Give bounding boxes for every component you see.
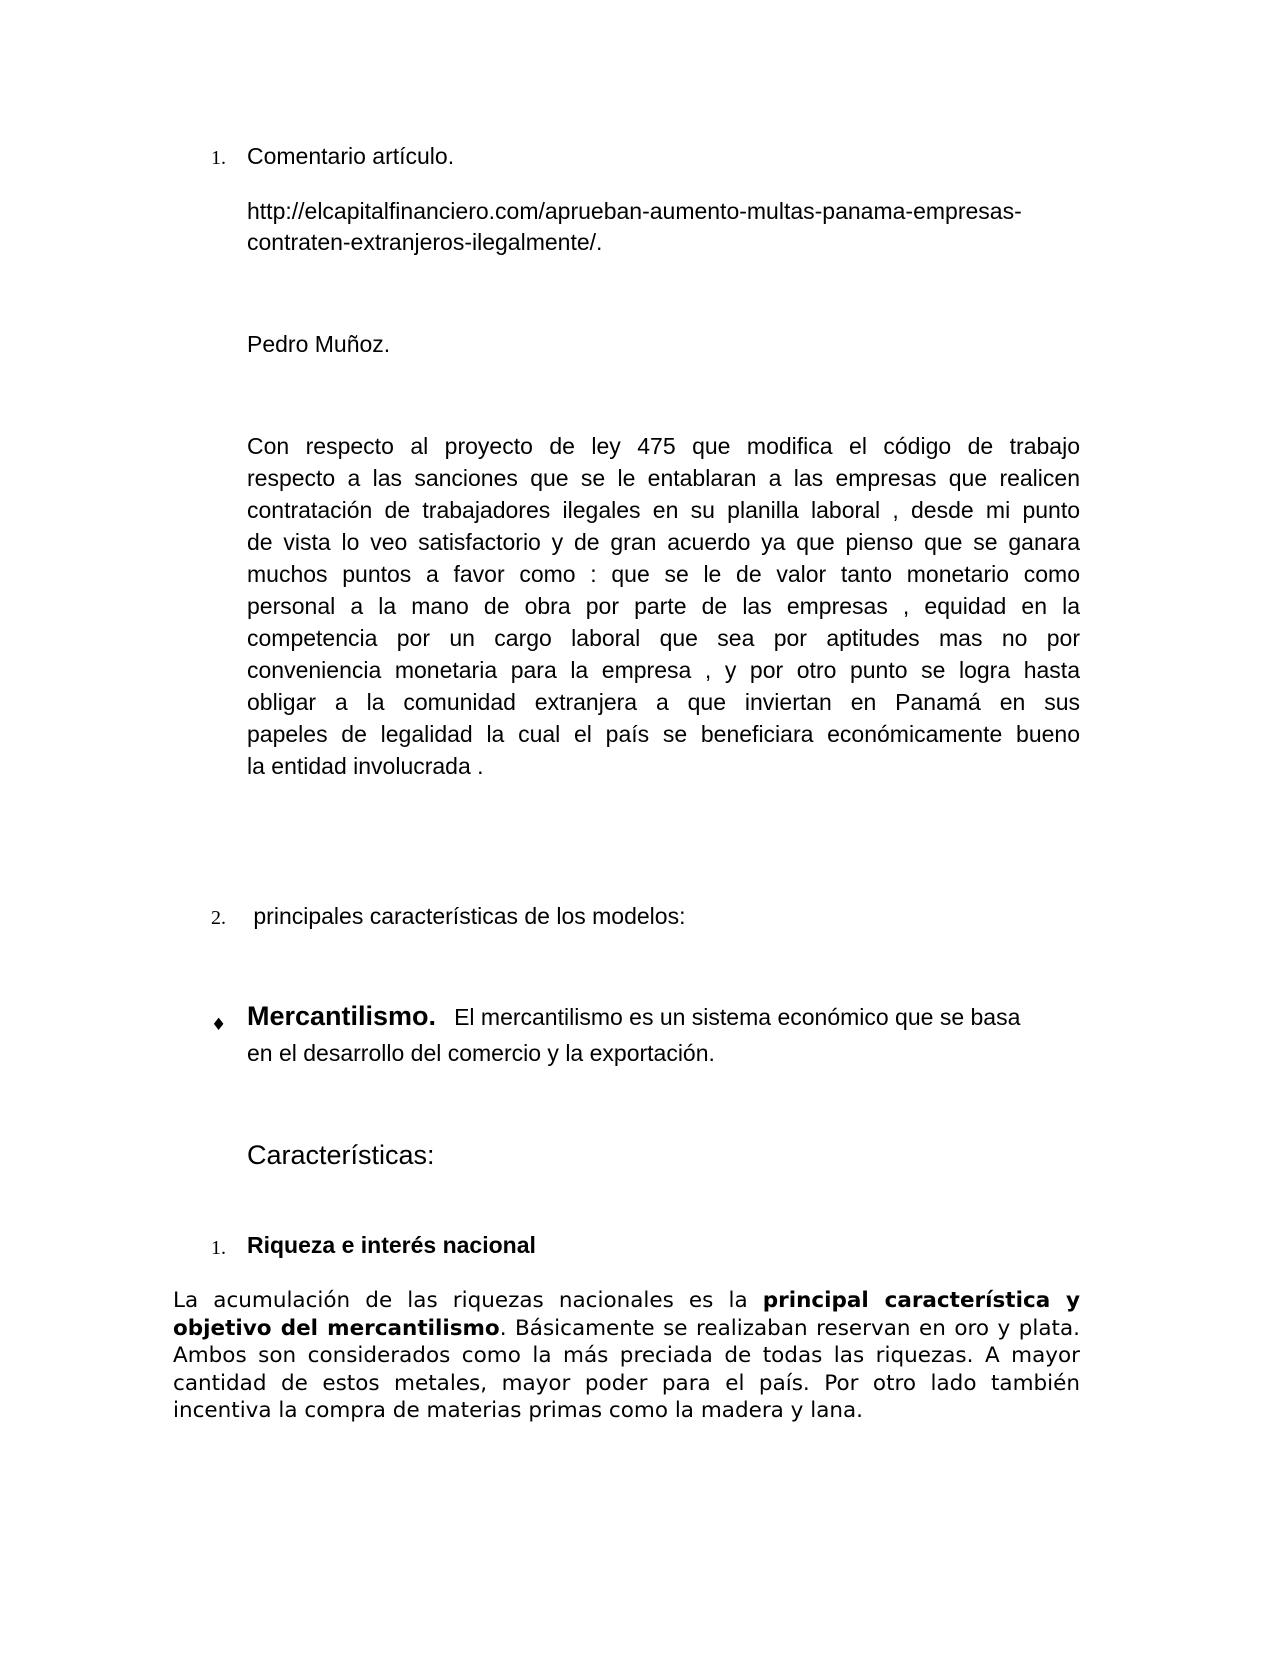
article-url-line-1[interactable]: http://elcapitalfinanciero.com/aprueban-aumento-multas-panama-empresas- [247, 198, 1022, 224]
article-url-line-2[interactable]: contraten-extranjeros-ilegalmente/. [247, 229, 603, 255]
list-number-1: 1. [211, 147, 226, 169]
paragraph-line: personal a la mano de obra por parte de las empresas , equidad en la [247, 593, 1080, 619]
paragraph-line: respecto a las sanciones que se le entablaran a las empresas que realicen [247, 465, 1080, 491]
characteristics-heading: Características: [247, 1140, 435, 1170]
paragraph-line: la entidad involucrada . [247, 753, 484, 779]
sub-item-title: Riqueza e interés nacional [247, 1232, 536, 1258]
paragraph-bold-text: principal característica y [762, 1288, 1080, 1313]
paragraph-bold-text: objetivo del mercantilismo [173, 1315, 500, 1341]
author-name: Pedro Muñoz. [247, 331, 391, 357]
paragraph-text: . Básicamente se realizaban reservan en oro y plata. [499, 1315, 1080, 1341]
paragraph-line [173, 1287, 1080, 1315]
mercantilismo-term: Mercantilismo. [247, 1001, 437, 1031]
paragraph-line: papeles de legalidad la cual el país se beneficiara económicamente bueno [247, 721, 1080, 747]
sub-list-number-1: 1. [211, 1237, 226, 1259]
paragraph-line: contratación de trabajadores ilegales en su planilla laboral , desde mi punto [247, 497, 1080, 523]
item2-title: principales características de los modelos: [247, 903, 686, 929]
comment-paragraph [247, 430, 1080, 782]
paragraph-line: cantidad de estos metales, mayor poder para el país. Por otro lado también [173, 1370, 1080, 1396]
paragraph-text: La acumulación de las riquezas nacionales es la [173, 1288, 763, 1313]
paragraph-line: competencia por un cargo laboral que sea por aptitudes mas no por [247, 625, 1080, 651]
list-number-2: 2. [211, 907, 226, 929]
mercantilismo-definition-line-2: en el desarrollo del comercio y la exportación. [247, 1040, 715, 1066]
paragraph-line [173, 1315, 1080, 1343]
mercantilismo-definition-line-1 [247, 1001, 1020, 1032]
diamond-bullet-icon: ♦ [211, 1015, 227, 1035]
paragraph-line: muchos puntos a favor como : que se le de valor tanto monetario como [247, 561, 1080, 587]
mercantilismo-definition: El mercantilismo es un sistema económico que se basa [454, 1004, 1021, 1030]
paragraph-line: de vista lo veo satisfactorio y de gran acuerdo ya que pienso que se ganara [247, 529, 1080, 555]
paragraph-line: Ambos son considerados como la más preciada de todas las riquezas. A mayor [173, 1343, 1080, 1368]
paragraph-line: Con respecto al proyecto de ley 475 que modifica el código de trabajo [247, 433, 1080, 459]
paragraph-line: conveniencia monetaria para la empresa , y por otro punto se logra hasta [247, 657, 1080, 683]
item1-title: Comentario artículo. [247, 143, 455, 169]
wealth-paragraph [173, 1287, 1080, 1425]
paragraph-line: incentiva la compra de materias primas como la madera y lana. [173, 1398, 864, 1423]
paragraph-line: obligar a la comunidad extranjera a que inviertan en Panamá en sus [247, 689, 1080, 715]
